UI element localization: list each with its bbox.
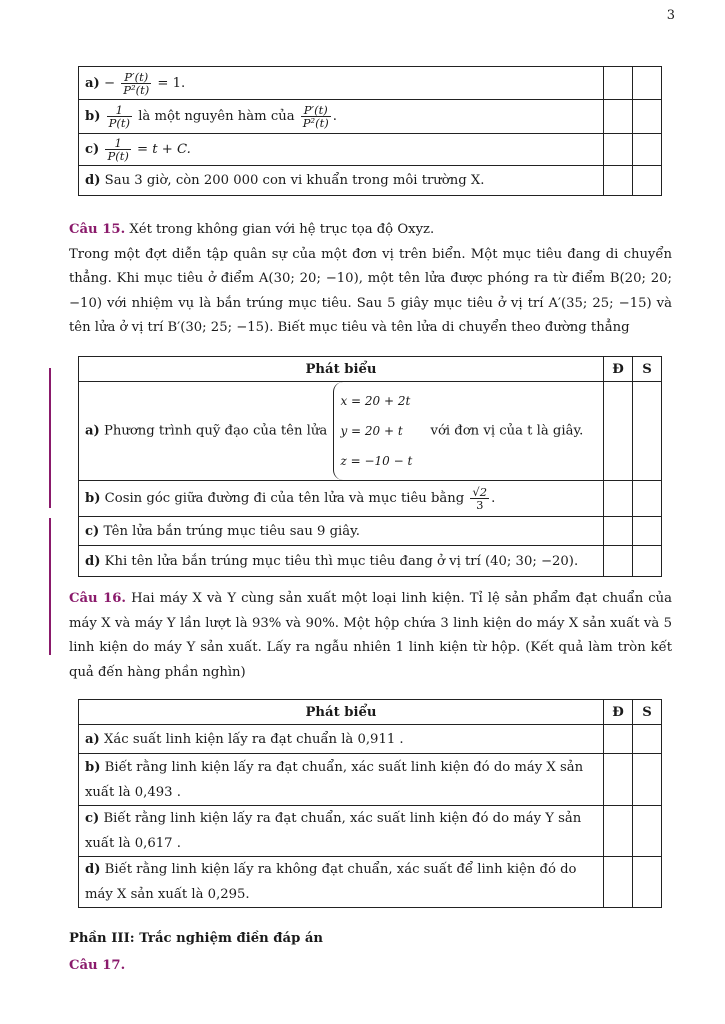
fraction: $\frac{1}{P(t)}$	[108, 103, 131, 130]
q15-row-a	[79, 382, 604, 481]
table-row	[79, 806, 662, 857]
q14-row-c	[79, 134, 604, 166]
answer-cell-d[interactable]	[604, 754, 633, 806]
q15-title: Câu 15.	[69, 222, 126, 237]
q14-row-b	[79, 100, 604, 134]
q15-intro: Xét trong không gian với hệ trục tọa độ Oxyz.	[129, 222, 435, 237]
row-label: b)	[85, 759, 101, 775]
answer-cell-d[interactable]	[604, 857, 633, 908]
statement-text: Biết rằng linh kiện lấy ra đạt chuẩn, xác suất linh kiện đó do máy Y sản xuất là 0,617 .	[85, 811, 582, 851]
answer-cell-d[interactable]	[604, 134, 633, 166]
row-label: d)	[85, 862, 101, 877]
answer-cell-s[interactable]	[633, 806, 662, 857]
statement-suffix: với đơn vị của t là giây.	[430, 423, 584, 439]
statement-text: Biết rằng linh kiện lấy ra không đạt chuẩn, xác suất để linh kiện đó do máy X sản xuất là 0,295.	[85, 862, 577, 902]
table-header-row	[79, 357, 662, 382]
header-d: Đ	[604, 700, 633, 725]
answer-cell-s[interactable]	[633, 725, 662, 754]
answer-cell-s[interactable]	[633, 100, 662, 134]
q16-table	[78, 699, 662, 908]
answer-cell-d[interactable]	[604, 382, 633, 481]
statement-text: Khi tên lửa bắn trúng mục tiêu thì mục tiêu đang ở vị trí (40; 30; −20).	[104, 553, 579, 569]
statement-text: Xác suất linh kiện lấy ra đạt chuẩn là 0,911 .	[104, 731, 404, 747]
q16-text	[69, 587, 672, 685]
equation-system	[333, 382, 412, 480]
answer-cell-d[interactable]	[604, 806, 633, 857]
statement-text: Tên lửa bắn trúng mục tiêu sau 9 giây.	[103, 523, 361, 539]
q16-row-c	[79, 806, 604, 857]
header-d: Đ	[604, 357, 633, 382]
table-row	[79, 546, 662, 577]
row-label: a)	[85, 423, 100, 439]
fraction: $\frac{√2}{3}$	[472, 485, 488, 512]
q15-row-d	[79, 546, 604, 577]
row-label: c)	[85, 811, 100, 826]
q15-table	[78, 356, 662, 577]
table-row	[79, 382, 662, 481]
row-label: d)	[85, 553, 101, 569]
fraction: $\frac{P'(t)}{\text{P²(t)}}$	[123, 69, 150, 97]
row-label: c)	[85, 523, 100, 539]
fraction: $\frac{P'(t)}{\text{P²(t)}}$	[302, 103, 329, 130]
answer-cell-d[interactable]	[604, 481, 633, 517]
answer-cell-s[interactable]	[633, 481, 662, 517]
answer-cell-s[interactable]	[633, 134, 662, 166]
answer-cell-s[interactable]	[633, 67, 662, 100]
answer-cell-s[interactable]	[633, 382, 662, 481]
statement-text: Cosin góc giữa đường đi của tên lửa và mục tiêu bằng	[104, 491, 465, 506]
equation-y: y = 20 + t	[340, 424, 403, 438]
header-statement: Phát biểu	[79, 357, 604, 382]
q16-title: Câu 16.	[69, 591, 127, 606]
q14-table	[78, 66, 662, 196]
table-row	[79, 517, 662, 546]
equation-x: x = 20 + 2t	[340, 394, 411, 408]
table-row	[79, 67, 662, 100]
table-row	[79, 857, 662, 908]
answer-cell-s[interactable]	[633, 517, 662, 546]
answer-cell-d[interactable]	[604, 725, 633, 754]
statement-text: Phương trình quỹ đạo của tên lửa	[104, 423, 328, 439]
q14-row-a	[79, 67, 604, 100]
period: .	[332, 109, 337, 124]
table-row	[79, 754, 662, 806]
table-row	[79, 481, 662, 517]
page-number: 3	[666, 8, 675, 23]
q16-body: Hai máy X và Y cùng sản xuất một loại linh kiện. Tỉ lệ sản phẩm đạt chuẩn của máy X và máy Y lần lượt là 93% và 90%. Một hộp chứa 3 linh kiện do máy X sản xuất và 5 linh kiện do máy Y sản xuất. Lấy ra ngẫu nhiên 1 linh kiện từ hộp. (Kết quả làm tròn kết quả đến hàng phần nghìn)	[69, 591, 672, 680]
header-s: S	[633, 357, 662, 382]
answer-cell-d[interactable]	[604, 67, 633, 100]
table-header-row	[79, 700, 662, 725]
answer-cell-s[interactable]	[633, 546, 662, 577]
statement-text: Biết rằng linh kiện lấy ra đạt chuẩn, xác suất linh kiện đó do máy X sản xuất là 0,493 .	[85, 759, 584, 800]
period: .	[491, 491, 496, 506]
row-label: a)	[85, 75, 100, 91]
row-label: b)	[85, 491, 101, 506]
header-s: S	[633, 700, 662, 725]
header-statement: Phát biểu	[79, 700, 604, 725]
q15-row-c	[79, 517, 604, 546]
answer-cell-s[interactable]	[633, 857, 662, 908]
statement-text: = 1.	[157, 75, 186, 91]
margin-bar-bottom	[49, 518, 51, 655]
row-label: b)	[85, 109, 101, 124]
table-row	[79, 134, 662, 166]
section-heading: Phần III: Trắc nghiệm điền đáp án	[69, 931, 324, 946]
answer-cell-d[interactable]	[604, 166, 633, 196]
row-label: d)	[85, 173, 101, 188]
q15-row-b	[79, 481, 604, 517]
margin-bar-top	[49, 368, 51, 508]
q17-title: Câu 17.	[69, 958, 126, 973]
q16-row-a	[79, 725, 604, 754]
fraction: $\frac{1}{P(t)}$	[107, 136, 129, 163]
equation-z: z = −10 − t	[340, 454, 413, 468]
statement-text: là một nguyên hàm của	[138, 109, 295, 124]
table-row	[79, 166, 662, 196]
q15-body: Trong một đợt diễn tập quân sự của một đơn vị trên biển. Một mục tiêu đang di chuyển thẳng. Khi mục tiêu ở điểm A(30; 20; −10), một tên lửa được phóng ra từ điểm B(20; 20; −10) với nhiệm vụ là bắn trúng mục tiêu. Sau 5 giây mục tiêu ở vị trí A′(35; 25; −15) và tên lửa ở vị trí B′(30; 25; −15). Biết mục tiêu và tên lửa di chuyển theo đường thẳng	[69, 246, 672, 335]
answer-cell-d[interactable]	[604, 546, 633, 577]
answer-cell-d[interactable]	[604, 100, 633, 134]
answer-cell-d[interactable]	[604, 517, 633, 546]
row-label: a)	[85, 731, 100, 747]
table-row	[79, 725, 662, 754]
q14-row-d	[79, 166, 604, 196]
statement-text: Sau 3 giờ, còn 200 000 con vi khuẩn trong môi trường X.	[104, 173, 485, 188]
q16-row-b	[79, 754, 604, 806]
q15-text	[69, 218, 672, 341]
answer-cell-s[interactable]	[633, 754, 662, 806]
table-row	[79, 100, 662, 134]
minus-sign: −	[104, 75, 116, 91]
q16-row-d	[79, 857, 604, 908]
statement-text: = t + C.	[137, 142, 191, 157]
row-label: c)	[85, 142, 100, 157]
answer-cell-s[interactable]	[633, 166, 662, 196]
